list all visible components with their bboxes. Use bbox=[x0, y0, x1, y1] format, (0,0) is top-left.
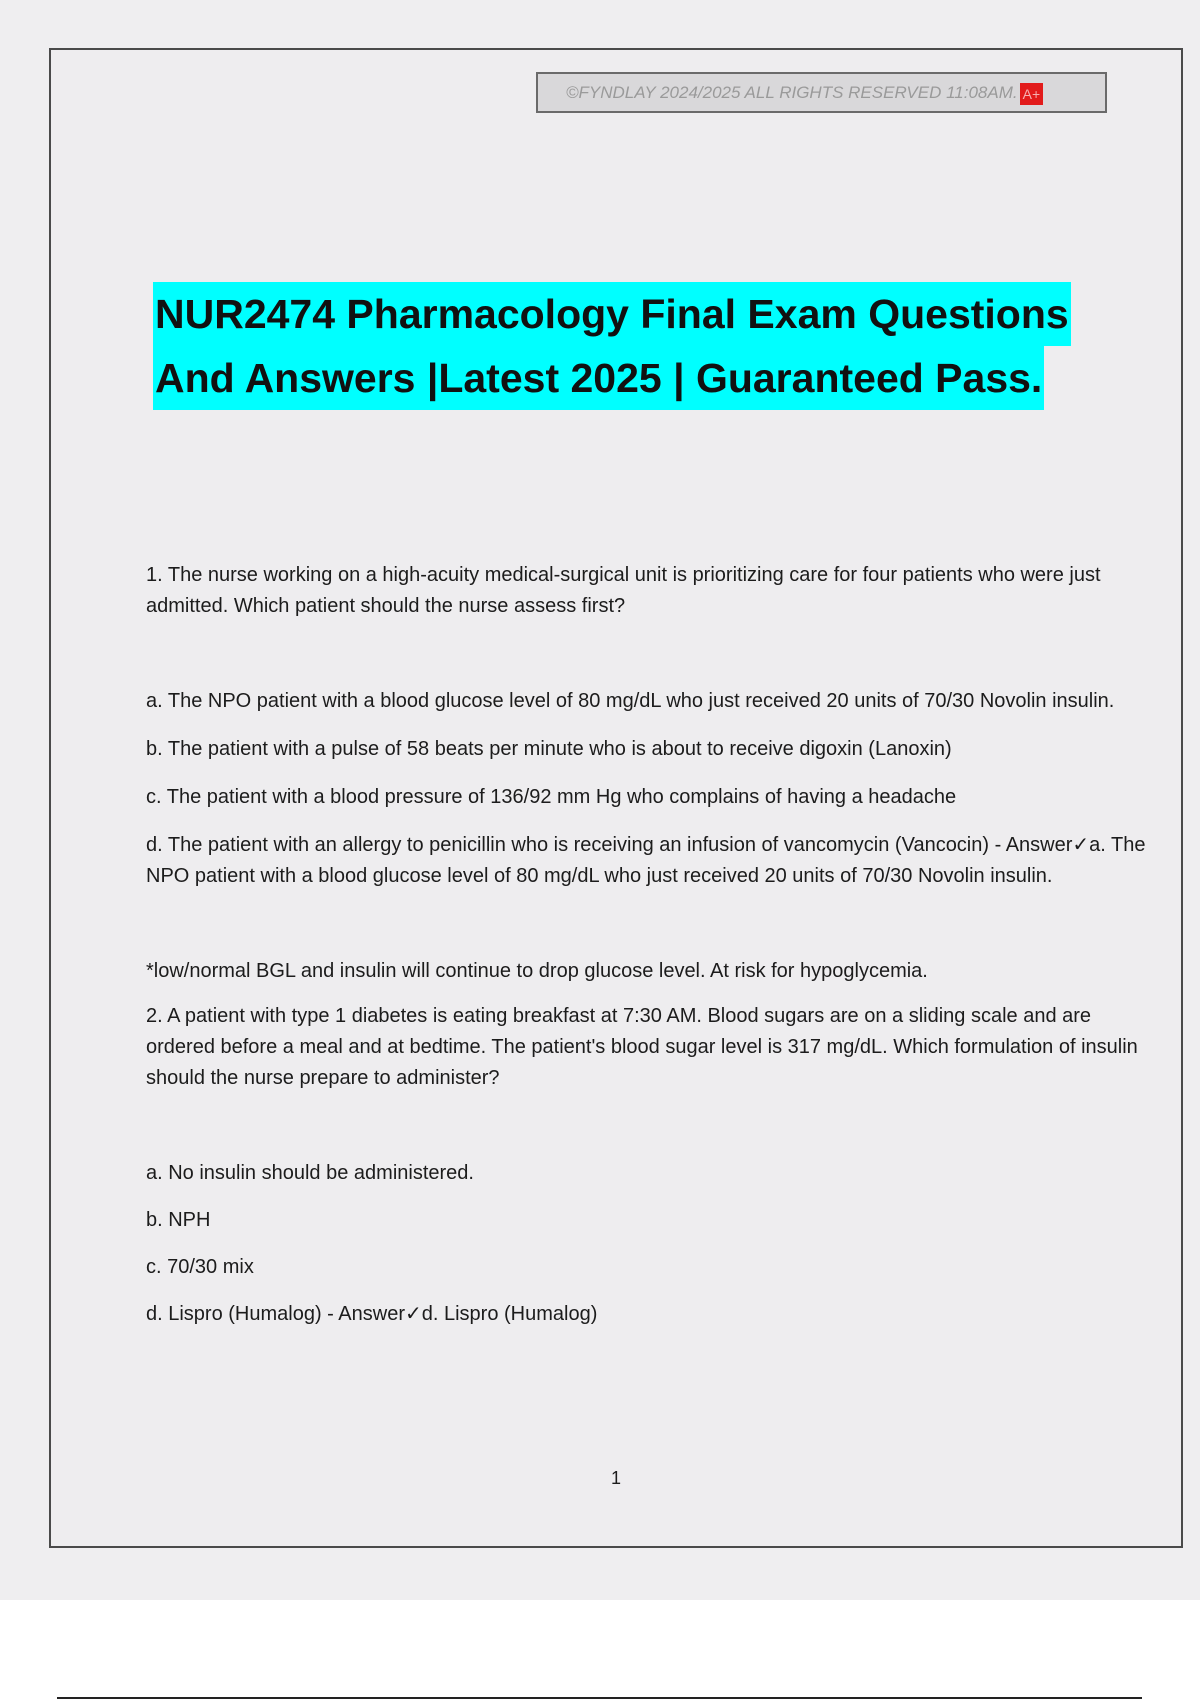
question-1-rationale: *low/normal BGL and insulin will continue to drop glucose level. At risk for hypoglycemia. bbox=[146, 960, 928, 982]
question-2-option-d-answer: d. Lispro (Humalog) - Answer✓d. Lispro (Humalog) bbox=[146, 1303, 598, 1325]
question-1-option-d-answer: d. The patient with an allergy to penicillin who is receiving an infusion of vancomycin (Vancocin) - Answer✓a. The NPO patient with a blood glucose level of 80 mg/dL who just received 20 units of 70/30 Novolin insulin. bbox=[146, 834, 1146, 887]
watermark-text: ©FYNDLAY 2024/2025 ALL RIGHTS RESERVED 11:08AM. bbox=[566, 83, 1018, 102]
title-line-2: And Answers |Latest 2025 | Guaranteed Pass. bbox=[153, 346, 1044, 410]
question-1-text: 1. The nurse working on a high-acuity medical-surgical unit is prioritizing care for four patients who were just admitted. Which patient should the nurse assess first? bbox=[146, 564, 1101, 617]
copyright-watermark bbox=[536, 72, 1107, 113]
question-1-option-c: c. The patient with a blood pressure of 136/92 mm Hg who complains of having a headache bbox=[146, 786, 957, 808]
question-2-option-b: b. NPH bbox=[146, 1209, 211, 1231]
document-title bbox=[153, 282, 1083, 410]
page-number: 1 bbox=[610, 1468, 621, 1488]
question-2-option-a: a. No insulin should be administered. bbox=[146, 1162, 474, 1184]
grade-badge: A+ bbox=[1020, 83, 1044, 105]
next-page-area bbox=[0, 1600, 1200, 1700]
question-1-option-a: a. The NPO patient with a blood glucose level of 80 mg/dL who just received 20 units of 70/30 Novolin insulin. bbox=[146, 690, 1115, 712]
questions-section bbox=[146, 560, 1146, 1346]
question-1-option-b: b. The patient with a pulse of 58 beats per minute who is about to receive digoxin (Lanoxin) bbox=[146, 738, 952, 760]
question-2-option-c: c. 70/30 mix bbox=[146, 1256, 254, 1278]
title-line-1: NUR2474 Pharmacology Final Exam Questions bbox=[153, 282, 1071, 346]
divider-line bbox=[57, 1697, 1142, 1699]
question-2-text: 2. A patient with type 1 diabetes is eating breakfast at 7:30 AM. Blood sugars are on a sliding scale and are ordered before a meal and at bedtime. The patient's blood sugar level is 317 mg/dL. Which formulation of insulin should the nurse prepare to administer? bbox=[146, 1005, 1138, 1089]
document-page bbox=[49, 48, 1183, 1548]
